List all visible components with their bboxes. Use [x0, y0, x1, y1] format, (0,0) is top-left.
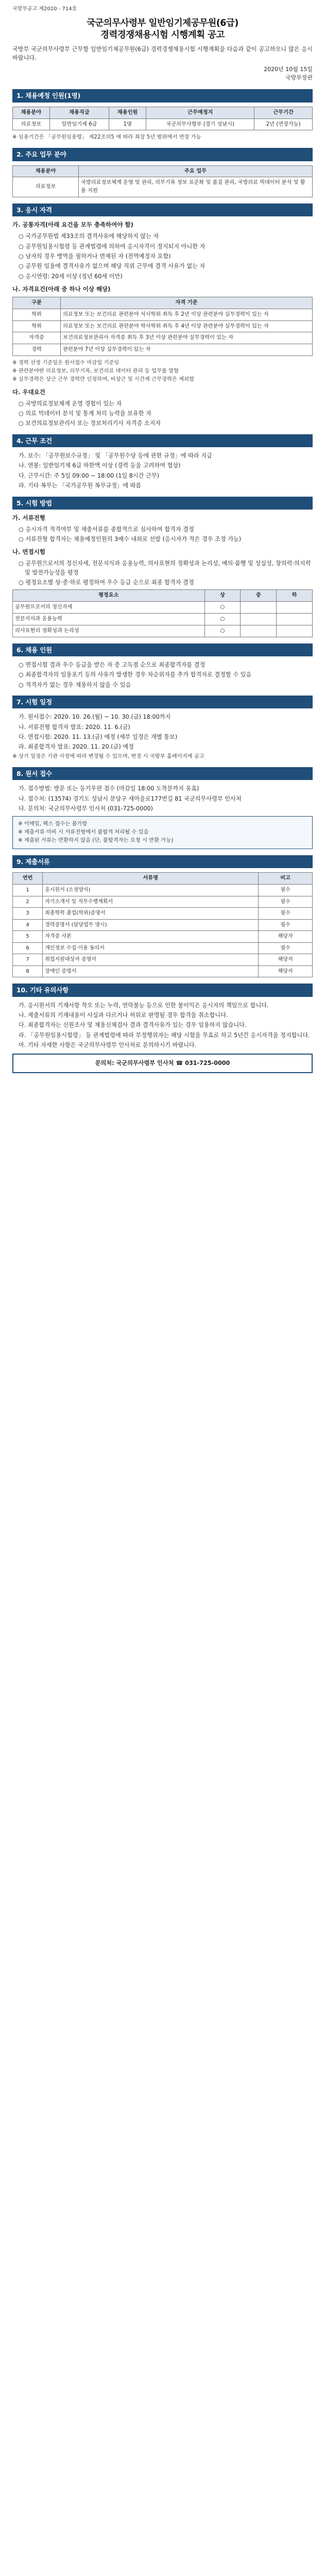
table-cell: 국방의료정보체계 운영 및 관리, 의무기록 정보 표준화 및 품질 관리, 국방의료 빅데이터 분석 및 활용 지원 [79, 177, 313, 197]
section-exam-method [12, 497, 313, 637]
documents-table [12, 872, 313, 977]
table-row [13, 177, 313, 197]
section-notes [12, 984, 313, 1073]
note: ※ 상기 일정은 기관 사정에 따라 변경될 수 있으며, 변경 시 국방부 홈페이지에 공고 [12, 753, 204, 759]
section-schedule [12, 696, 313, 761]
table-cell: 필수 [259, 885, 313, 896]
list-item: 가. 원서접수: 2020. 10. 26.(월) ~ 10. 30.(금) 18:00까지 [19, 714, 171, 721]
col-header: 연번 [13, 873, 43, 885]
table-cell [277, 602, 313, 614]
col-header: 평정요소 [13, 590, 205, 602]
table-row [13, 896, 313, 908]
title-block [12, 18, 313, 42]
list-item: 가. 응시원서의 기재사항 착오 또는 누락, 연락불능 등으로 인한 불이익은 응시자의 책임으로 합니다. [19, 1002, 269, 1009]
section-final-selection [12, 643, 313, 689]
table-cell: 4 [13, 919, 43, 931]
section-heading: 5. 시험 방법 [12, 497, 313, 510]
list-item: ○ 의료 빅데이터 분석 및 통계 처리 능력을 보유한 자 [19, 410, 151, 417]
col-header: 채용인원 [109, 107, 146, 118]
list-item: ○ 남자의 경우 병역을 필하거나 면제된 자 (전역예정자 포함) [19, 253, 171, 260]
note: ※ 제출된 서류는 반환하지 않음 (단, 불합격자는 요청 시 반환 가능) [18, 837, 174, 844]
table-cell: 의사표현의 정확성과 논리성 [13, 625, 205, 637]
table-cell: 2 [13, 896, 43, 908]
table-cell: 의료정보 [13, 177, 79, 197]
table-cell: ○ [204, 613, 241, 625]
table-cell: 최종학력 졸업(학위)증명서 [43, 908, 259, 920]
section-heading: 9. 제출서류 [12, 855, 313, 868]
notice-box [12, 816, 313, 849]
col-header: 채용분야 [13, 107, 50, 118]
section-heading: 6. 채용 인원 [12, 643, 313, 656]
table-cell: 일반임기제 6급 [49, 118, 109, 130]
table-cell: 필수 [259, 942, 313, 954]
section-qualifications [12, 204, 313, 428]
section-work-conditions [12, 434, 313, 490]
table-cell: 자격증 [13, 332, 61, 344]
document-number: 국방부공고 제2020 - 714호 [12, 6, 77, 12]
table-cell: 의료정보 또는 보건의료 관련분야 석사학위 취득 후 2년 이상 관련분야 실무경력이 있는 자 [61, 309, 313, 320]
note: ※ 관련분야란 의료정보, 의무기록, 보건의료 데이터 관리 등 업무를 말함 [12, 367, 179, 374]
list-item: ○ 공무원으로서의 정신자세, 전문지식과 응용능력, 의사표현의 정확성과 논리성, 예의·품행 및 성실성, 창의력·의지력 및 발전가능성을 평정 [19, 560, 311, 576]
table-cell: 보건의료정보관리사 자격증 취득 후 3년 이상 관련분야 실무경력이 있는 자 [61, 332, 313, 344]
list-item: 다. 근무시간: 주 5일 09:00 ~ 18:00 (1일 8시간 근무) [19, 472, 159, 479]
table-row [13, 344, 313, 356]
table-cell: 개인정보 수집·이용 동의서 [43, 942, 259, 954]
table-cell: 의료정보 또는 보건의료 관련분야 학사학위 취득 후 4년 이상 관련분야 실무경력이 있는 자 [61, 320, 313, 332]
section-heading: 8. 원서 접수 [12, 767, 313, 780]
col-header: 하 [277, 590, 313, 602]
subheading: 나. 면접시험 [12, 548, 45, 556]
list-item: ○ 국가공무원법 제33조의 결격사유에 해당하지 않는 자 [19, 233, 159, 240]
table-row [13, 919, 313, 931]
list-item: ○ 적격자가 없는 경우 채용하지 않을 수 있음 [19, 681, 131, 688]
table-row [13, 309, 313, 320]
list-item: ○ 최종합격자의 임용포기 등의 사유가 발생한 경우 차순위자를 추가 합격자로 결정할 수 있음 [19, 671, 252, 679]
table-row [13, 613, 313, 625]
contact-text: 문의처: 국군의무사령부 인사처 ☎ 031-725-0000 [95, 1060, 230, 1067]
subheading: 가. 서류전형 [12, 514, 45, 521]
table-row [13, 931, 313, 943]
section-documents [12, 855, 313, 977]
note: ※ 실무경력은 상근 근무 경력만 인정하며, 비상근 및 시간제 근무경력은 제외함 [12, 376, 194, 382]
table-cell: 필수 [259, 896, 313, 908]
table-cell: 필수 [259, 919, 313, 931]
table-cell: ○ [204, 602, 241, 614]
table-cell: 취업지원대상자 증명서 [43, 954, 259, 966]
table-cell: 공무원으로서의 정신자세 [13, 602, 205, 614]
section-heading: 10. 기타 유의사항 [12, 984, 313, 996]
list-item: ○ 응시자격 적격여부 및 제출서류를 종합적으로 심사하여 합격자 결정 [19, 526, 194, 533]
list-item: ○ 보건의료정보관리사 또는 정보처리기사 자격증 소지자 [19, 420, 161, 427]
list-item: ○ 면접시험 결과 우수 등급을 받은 자 중 고득점 순으로 최종합격자를 결정 [19, 661, 206, 668]
col-header: 상 [204, 590, 241, 602]
announcement-page [0, 0, 325, 1090]
col-header: 근무예정지 [146, 107, 254, 118]
table-cell: 의료정보 [13, 118, 50, 130]
table-cell: 응시원서 (소정양식) [43, 885, 259, 896]
title-line-2: 경력경쟁채용시험 시행계획 공고 [100, 30, 225, 41]
table-cell: 해당자 [259, 965, 313, 977]
table-row [13, 965, 313, 977]
list-item: ○ 평정요소별 상·중·하로 평정하여 우수 등급 순으로 최종 합격자 결정 [19, 579, 194, 586]
list-item: ○ 국방의료정보체계 운영 경험이 있는 자 [19, 400, 122, 407]
col-header: 채용직급 [49, 107, 109, 118]
section-hiring-count [12, 89, 313, 142]
table-row [13, 885, 313, 896]
note: ※ 임용기간은 「공무원임용령」 제22조의5 에 따라 최장 5년 범위에서 연장 가능 [12, 134, 201, 141]
list-item: 다. 최종합격자는 신원조사 및 채용신체검사 결과 결격사유가 있는 경우 임용하지 않습니다. [19, 1022, 247, 1029]
list-item: 나. 서류전형 합격자 발표: 2020. 11. 6.(금) [19, 723, 130, 731]
list-item: ○ 응시연령: 20세 이상 (정년 60세 미만) [19, 273, 123, 280]
section-heading: 3. 응시 자격 [12, 204, 313, 216]
list-item: ○ 서류전형 합격자는 채용예정인원의 3배수 내외로 선발 (응시자가 적은 경우 조정 가능) [19, 536, 242, 543]
table-cell [277, 625, 313, 637]
note: ※ 경력 산정 기준일은 원서접수 마감일 기준임 [12, 359, 119, 366]
table-cell [277, 613, 313, 625]
table-row [13, 332, 313, 344]
note: ※ 이메일, 팩스 접수는 불가함 [18, 821, 88, 827]
table-cell: 7 [13, 954, 43, 966]
table-cell: ○ [204, 625, 241, 637]
list-item: ○ 공무원임용시험령 등 관계법령에 의하여 응시자격이 정지되지 아니한 자 [19, 243, 206, 250]
table-cell [241, 625, 277, 637]
announce-date: 2020년 10월 15일 [264, 66, 313, 73]
subheading: 나. 자격요건(아래 중 하나 이상 해당) [12, 285, 111, 293]
col-header: 서류명 [43, 873, 259, 885]
section-heading: 1. 채용예정 인원(1명) [12, 89, 313, 102]
col-header: 구분 [13, 297, 61, 309]
list-item: 다. 문의처: 국군의무사령부 인사처 (031-725-0000) [19, 805, 153, 812]
table-cell: 학위 [13, 309, 61, 320]
table-row [13, 602, 313, 614]
interview-table [12, 589, 313, 637]
table-row [13, 954, 313, 966]
table-cell [241, 602, 277, 614]
section-heading: 2. 주요 업무 분야 [12, 148, 313, 161]
table-row [13, 625, 313, 637]
duties-table [12, 165, 313, 197]
intro-text: 국방부 국군의무사령부 근무할 일반임기제공무원(6급) 경력경쟁채용시험 시행계획을 다음과 같이 공고하오니 많은 응시 바랍니다. [12, 45, 313, 62]
table-row [13, 320, 313, 332]
list-item: 라. 기타 복무는 「국가공무원 복무규정」에 따름 [19, 482, 142, 489]
section-heading: 7. 시험 일정 [12, 696, 313, 708]
col-header: 자격 기준 [61, 297, 313, 309]
table-cell: 해당자 [259, 931, 313, 943]
table-cell: 관련분야 7년 이상 실무경력이 있는 자 [61, 344, 313, 356]
list-item: 가. 보수: 「공무원보수규정」 및 「공무원수당 등에 관한 규정」에 따라 지급 [19, 452, 212, 460]
issuer: 국방부장관 [285, 74, 313, 81]
table-row [13, 942, 313, 954]
table-cell: 3 [13, 908, 43, 920]
table-cell: 학위 [13, 320, 61, 332]
section-heading: 4. 근무 조건 [12, 434, 313, 447]
list-item: 다. 면접시험: 2020. 11. 13.(금) 예정 (세부 일정은 개별 통보) [19, 734, 178, 741]
col-header: 근무기간 [254, 107, 313, 118]
table-cell: 8 [13, 965, 43, 977]
subheading: 가. 공통자격(아래 요건을 모두 충족하여야 함) [12, 221, 133, 229]
list-item: 나. 제출서류의 기재내용이 사실과 다르거나 허위로 판명될 경우 합격을 취소합니다. [19, 1012, 228, 1019]
table-cell: 1 [13, 885, 43, 896]
hiring-table [12, 107, 313, 131]
table-cell: 해당자 [259, 954, 313, 966]
contact-box [12, 1054, 313, 1073]
table-cell: 경력 [13, 344, 61, 356]
list-item: 라. 최종합격자 발표: 2020. 11. 20.(금) 예정 [19, 743, 134, 751]
table-cell: 장애인 증명서 [43, 965, 259, 977]
table-cell: 5 [13, 931, 43, 943]
title-line-1: 국군의무사령부 일반임기제공무원(6급) [87, 18, 238, 28]
list-item: 라. 「공무원임용시험령」 등 관계법령에 따라 부정행위자는 해당 시험을 무효로 하고 5년간 응시자격을 정지합니다. [19, 1031, 310, 1039]
table-row [13, 118, 313, 130]
section-application [12, 767, 313, 849]
table-cell [241, 613, 277, 625]
table-cell: 자격증 사본 [43, 931, 259, 943]
subheading: 다. 우대요건 [12, 388, 45, 396]
list-item: ○ 공무원 임용에 결격사유가 없으며 해당 직위 근무에 결격 사유가 없는 자 [19, 263, 206, 270]
list-item: 마. 기타 자세한 사항은 국군의무사령부 인사처로 문의하시기 바랍니다. [19, 1042, 197, 1049]
table-row [13, 908, 313, 920]
col-header: 채용분야 [13, 165, 79, 177]
section-main-duties [12, 148, 313, 197]
table-cell: 자기소개서 및 직무수행계획서 [43, 896, 259, 908]
col-header: 주요 업무 [79, 165, 313, 177]
table-cell: 필수 [259, 908, 313, 920]
table-cell: 2년 (연장가능) [254, 118, 313, 130]
note: ※ 제출서류 미비 시 서류전형에서 불합격 처리될 수 있음 [18, 829, 149, 836]
table-cell: 국군의무사령부 (경기 성남시) [146, 118, 254, 130]
col-header: 중 [241, 590, 277, 602]
table-cell: 6 [13, 942, 43, 954]
list-item: 나. 연봉: 일반임기제 6급 하한액 이상 (경력 등을 고려하여 협상) [19, 462, 181, 469]
table-cell: 전문지식과 응용능력 [13, 613, 205, 625]
col-header: 비고 [259, 873, 313, 885]
list-item: 나. 접수처: (13574) 경기도 성남시 분당구 새마을로177번길 81 국군의무사령부 인사처 [19, 795, 242, 802]
list-item: 가. 접수방법: 방문 또는 등기우편 접수 (마감일 18:00 도착분까지 유효) [19, 785, 199, 792]
date-block [12, 65, 313, 82]
table-cell: 1명 [109, 118, 146, 130]
requirements-table [12, 297, 313, 356]
table-cell: 경력증명서 (담당업무 명시) [43, 919, 259, 931]
